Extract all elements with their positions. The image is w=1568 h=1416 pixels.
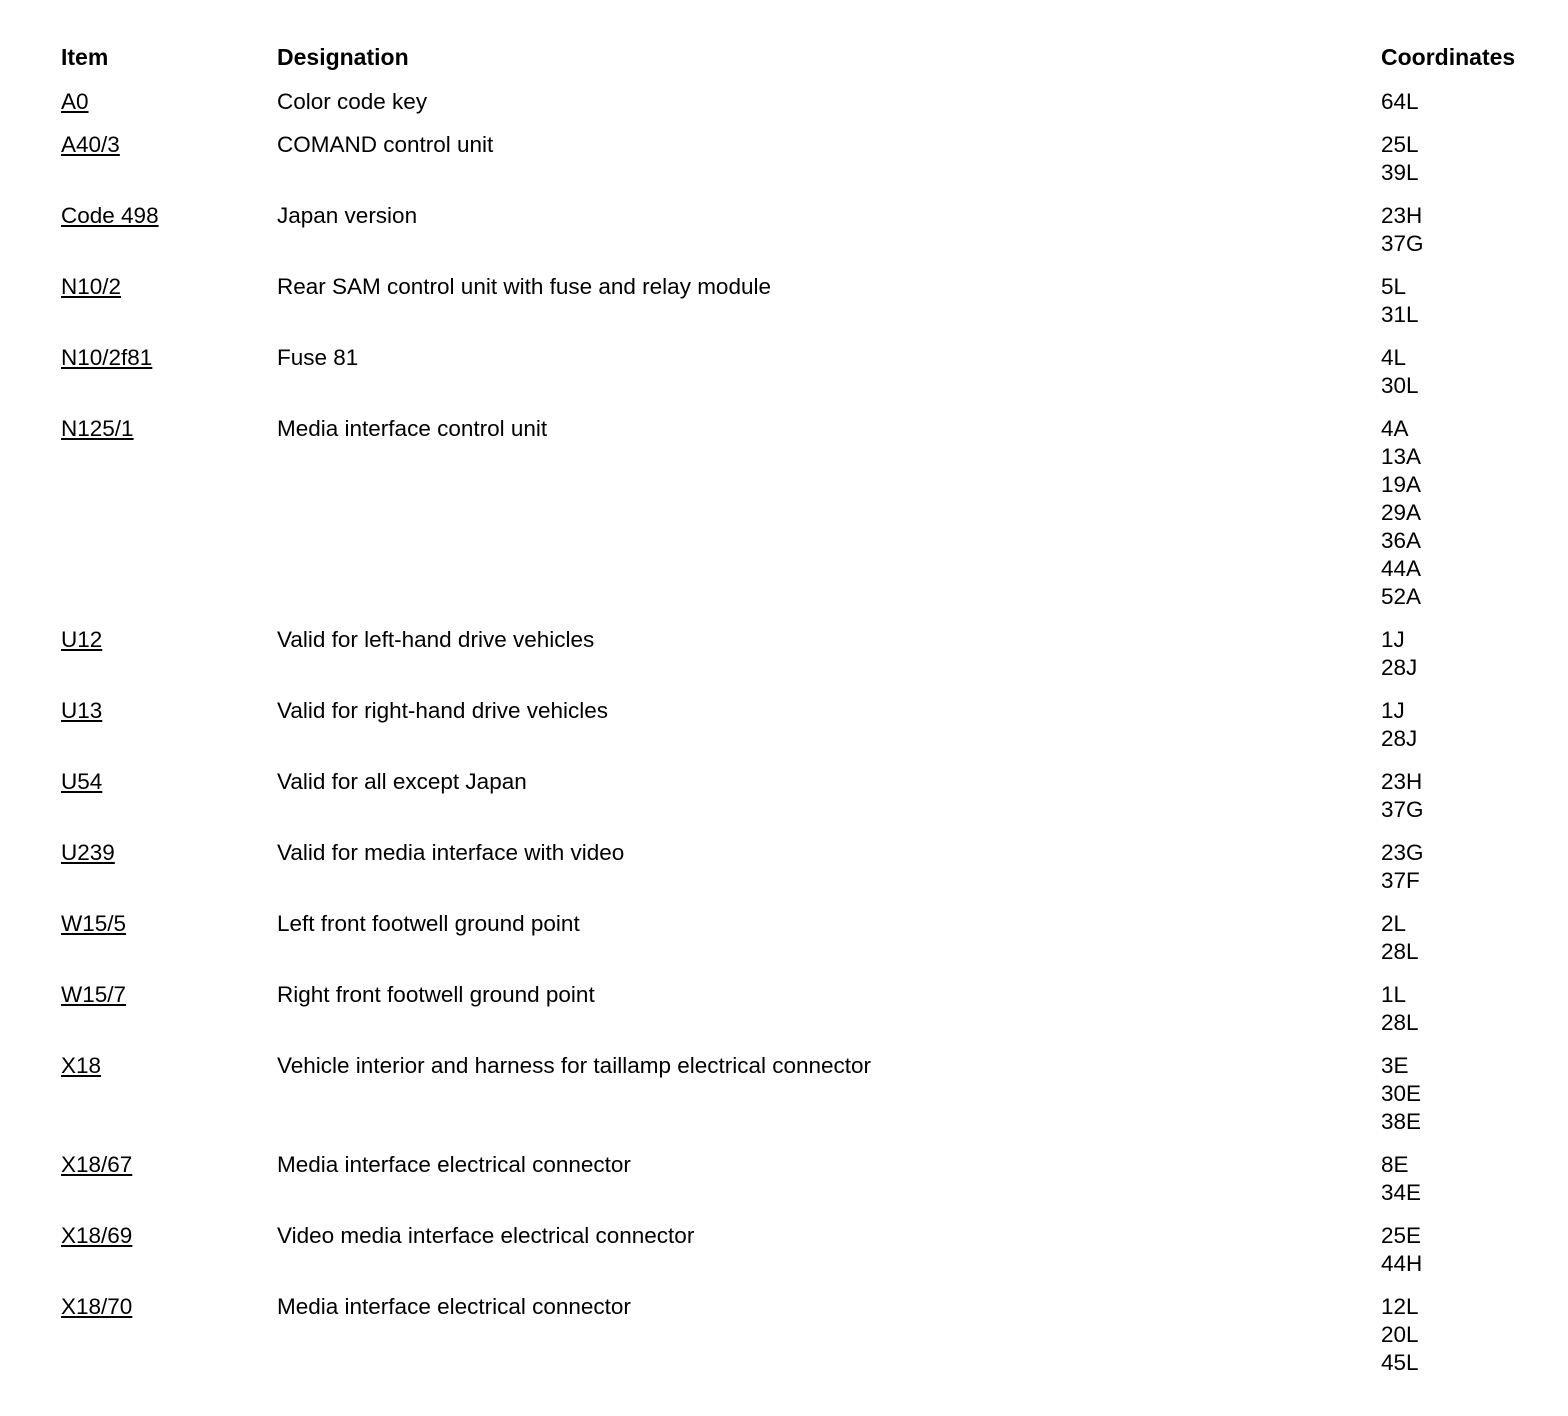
designation-text: COMAND control unit	[277, 132, 494, 157]
table-row	[0, 273, 1568, 344]
header-coordinates: Coordinates	[1381, 44, 1516, 70]
designation-text: Color code key	[277, 89, 428, 114]
designation-text: Vehicle interior and harness for taillamp electrical connector	[277, 1053, 872, 1078]
designation-text: Valid for media interface with video	[277, 840, 625, 865]
designation-text: Media interface control unit	[277, 416, 548, 441]
item-link[interactable]: U239	[61, 840, 115, 865]
coordinate-value: 25L	[1381, 132, 1419, 157]
coordinate-value: 28L	[1381, 939, 1419, 964]
designation-text: Media interface electrical connector	[277, 1294, 631, 1319]
coordinates-list	[1381, 1052, 1568, 1136]
coordinates-list	[1381, 273, 1568, 329]
table-body	[0, 88, 1568, 1392]
table-row	[0, 839, 1568, 910]
coordinate-value: 3E	[1381, 1053, 1409, 1078]
table-row	[0, 202, 1568, 273]
designation-text: Valid for left-hand drive vehicles	[277, 627, 595, 652]
coordinate-value: 44H	[1381, 1251, 1423, 1276]
coordinate-value: 1J	[1381, 698, 1405, 723]
item-link[interactable]: U13	[61, 698, 103, 723]
coordinate-value: 25E	[1381, 1223, 1422, 1248]
item-link[interactable]: Code 498	[61, 203, 159, 228]
coordinate-value: 1J	[1381, 627, 1405, 652]
coordinates-list	[1381, 910, 1568, 966]
header-designation: Designation	[277, 44, 409, 70]
designation-text: Fuse 81	[277, 345, 359, 370]
coordinate-value: 28J	[1381, 655, 1418, 680]
item-link[interactable]: N10/2f81	[61, 345, 153, 370]
coordinate-value: 31L	[1381, 302, 1419, 327]
table-row	[0, 415, 1568, 626]
coordinate-value: 5L	[1381, 274, 1407, 299]
designation-text: Left front footwell ground point	[277, 911, 580, 936]
coordinate-value: 20L	[1381, 1322, 1419, 1347]
coordinate-value: 39L	[1381, 160, 1419, 185]
table-row	[0, 768, 1568, 839]
designation-text: Valid for all except Japan	[277, 769, 527, 794]
table-row	[0, 1052, 1568, 1151]
coordinate-value: 13A	[1381, 444, 1422, 469]
coordinate-value: 38E	[1381, 1109, 1422, 1134]
coordinates-list	[1381, 88, 1568, 116]
coordinate-value: 28L	[1381, 1010, 1419, 1035]
coordinates-list	[1381, 1151, 1568, 1207]
item-link[interactable]: U12	[61, 627, 103, 652]
coordinate-value: 34E	[1381, 1180, 1422, 1205]
table-row	[0, 981, 1568, 1052]
table-row	[0, 131, 1568, 202]
coordinate-value: 23H	[1381, 203, 1423, 228]
table-row	[0, 1222, 1568, 1293]
coordinates-list	[1381, 839, 1568, 895]
designation-text: Japan version	[277, 203, 418, 228]
table-row	[0, 88, 1568, 131]
coordinate-value: 37F	[1381, 868, 1420, 893]
coordinate-value: 52A	[1381, 584, 1422, 609]
coordinates-list	[1381, 415, 1568, 611]
table-header	[0, 44, 1568, 76]
table-row	[0, 344, 1568, 415]
coordinate-value: 23H	[1381, 769, 1423, 794]
coordinates-list	[1381, 626, 1568, 682]
item-link[interactable]: W15/5	[61, 911, 127, 936]
coordinate-value: 30E	[1381, 1081, 1422, 1106]
table-row	[0, 1293, 1568, 1392]
coordinate-value: 37G	[1381, 797, 1424, 822]
coordinates-list	[1381, 202, 1568, 258]
coordinate-value: 19A	[1381, 472, 1422, 497]
coordinate-value: 12L	[1381, 1294, 1419, 1319]
coordinate-value: 29A	[1381, 500, 1422, 525]
designation-text: Video media interface electrical connector	[277, 1223, 695, 1248]
coordinate-value: 2L	[1381, 911, 1407, 936]
item-link[interactable]: A40/3	[61, 132, 120, 157]
coordinates-list	[1381, 344, 1568, 400]
coordinate-value: 4L	[1381, 345, 1407, 370]
item-link[interactable]: X18/67	[61, 1152, 133, 1177]
coordinate-value: 23G	[1381, 840, 1424, 865]
item-link[interactable]: N10/2	[61, 274, 122, 299]
coordinate-value: 36A	[1381, 528, 1422, 553]
designation-text: Rear SAM control unit with fuse and relay module	[277, 274, 771, 299]
coordinate-value: 30L	[1381, 373, 1419, 398]
table-row	[0, 626, 1568, 697]
coordinates-list	[1381, 768, 1568, 824]
item-link[interactable]: X18/69	[61, 1223, 133, 1248]
header-item: Item	[61, 44, 109, 70]
item-link[interactable]: X18	[61, 1053, 102, 1078]
coordinate-value: 1L	[1381, 982, 1407, 1007]
coordinate-value: 37G	[1381, 231, 1424, 256]
table-row	[0, 697, 1568, 768]
coordinates-list	[1381, 131, 1568, 187]
coordinate-value: 8E	[1381, 1152, 1409, 1177]
designation-text: Media interface electrical connector	[277, 1152, 631, 1177]
coordinates-list	[1381, 981, 1568, 1037]
table-row	[0, 910, 1568, 981]
designation-text: Valid for right-hand drive vehicles	[277, 698, 608, 723]
table-row	[0, 1151, 1568, 1222]
coordinate-value: 4A	[1381, 416, 1409, 441]
coordinates-list	[1381, 1222, 1568, 1278]
item-link[interactable]: N125/1	[61, 416, 134, 441]
item-link[interactable]: W15/7	[61, 982, 127, 1007]
coordinate-value: 28J	[1381, 726, 1418, 751]
coordinate-value: 64L	[1381, 89, 1419, 114]
designation-text: Right front footwell ground point	[277, 982, 595, 1007]
item-link[interactable]: X18/70	[61, 1294, 133, 1319]
coordinates-list	[1381, 1293, 1568, 1377]
coordinate-value: 44A	[1381, 556, 1422, 581]
coordinates-list	[1381, 697, 1568, 753]
item-link[interactable]: A0	[61, 89, 89, 114]
coordinate-value: 45L	[1381, 1350, 1419, 1375]
item-link[interactable]: U54	[61, 769, 103, 794]
